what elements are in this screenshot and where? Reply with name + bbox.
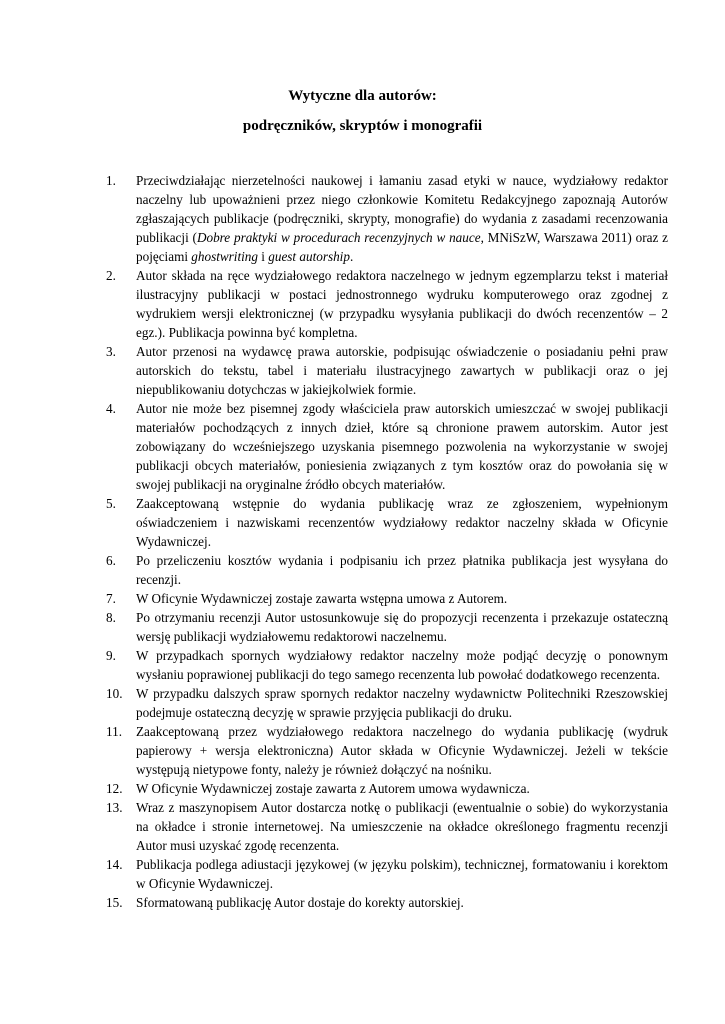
guidelines-list <box>106 171 668 912</box>
item-text: Autor przenosi na wydawcę prawa autorskie, podpisując oświadczenie o posiadaniu pełni praw autorskich do tekstu, tabel i materiału ilustracyjnego zawartych w publikacji oraz o jej niepublikowaniu dotychczas w jakiejkolwiek formie. <box>136 344 668 397</box>
item-number: 12. <box>106 781 123 796</box>
item-text: Sformatowaną publikację Autor dostaje do korekty autorskiej. <box>136 895 464 910</box>
list-item <box>106 171 668 266</box>
list-item <box>106 684 668 722</box>
item-number: 1. <box>106 173 116 188</box>
item-number: 9. <box>106 648 116 663</box>
item-number: 5. <box>106 496 116 511</box>
item-number: 3. <box>106 344 116 359</box>
list-item <box>106 798 668 855</box>
item-number: 13. <box>106 800 123 815</box>
item-text: W Oficynie Wydawniczej zostaje zawarta wstępna umowa z Autorem. <box>136 591 508 606</box>
list-item <box>106 855 668 893</box>
item-text: Wraz z maszynopisem Autor dostarcza notkę o publikacji (ewentualnie o sobie) do wykorzystania na okładce i stronie internetowej. Na umieszczenie na okładce określonego fragmentu recenzji Autor musi uzyskać zgodę recenzenta. <box>136 800 668 853</box>
list-item <box>106 779 668 798</box>
list-item <box>106 893 668 912</box>
item-text: Zaakceptowaną wstępnie do wydania publikację wraz ze zgłoszeniem, wypełnionym oświadczeniem i nazwiskami recenzentów wydziałowy redaktor naczelny składa w Oficynie Wydawniczej. <box>136 496 668 549</box>
list-item <box>106 589 668 608</box>
item-number: 2. <box>106 268 116 283</box>
item-text: W przypadkach spornych wydziałowy redaktor naczelny może podjąć decyzję o ponownym wysłaniu poprawionej publikacji do tego samego recenzenta lub powołać dodatkowego recenzenta. <box>136 648 668 682</box>
document-title: Wytyczne dla autorów: <box>288 88 437 104</box>
item-text: Publikacja podlega adiustacji językowej (w języku polskim), technicznej, formatowaniu i korektom w Oficynie Wydawniczej. <box>136 857 668 891</box>
item-text: Po otrzymaniu recenzji Autor ustosunkowuje się do propozycji recenzenta i przekazuje ostateczną wersję publikacji wydziałowemu redaktorowi naczelnemu. <box>136 610 668 644</box>
item-text: W przypadku dalszych spraw spornych redaktor naczelny wydawnictw Politechniki Rzeszowskiej podejmuje ostateczną decyzję w sprawie przyjęcia publikacji do druku. <box>136 686 668 720</box>
list-item <box>106 342 668 399</box>
item-number: 10. <box>106 686 123 701</box>
item-text: Przeciwdziałając nierzetelności naukowej i łamaniu zasad etyki w nauce, wydziałowy redaktor naczelny lub upoważnieni przez niego członkowie Komitetu Redakcyjnego zapoznają Autorów zgłaszających publikacje (podręczniki, skrypty, monografie) do wydania z zasadami recenzowania publikacji (Dobre praktyki w procedurach recenzyjnych w nauce, MNiSzW, Warszawa 2011) oraz z pojęciami ghostwriting i guest autorship. <box>136 173 668 264</box>
item-number: 8. <box>106 610 116 625</box>
list-item <box>106 722 668 779</box>
list-item <box>106 399 668 494</box>
item-text: Autor składa na ręce wydziałowego redaktora naczelnego w jednym egzemplarzu tekst i materiał ilustracyjny publikacji w postaci jednostronnego wydruku komputerowego oraz zgodnej z wydrukiem wersji elektronicznej (w przypadku wysyłania publikacji do dwóch recenzentów – 2 egz.). Publikacja powinna być kompletna. <box>136 268 668 340</box>
item-text: W Oficynie Wydawniczej zostaje zawarta z Autorem umowa wydawnicza. <box>136 781 530 796</box>
item-number: 7. <box>106 591 116 606</box>
item-text: Zaakceptowaną przez wydziałowego redaktora naczelnego do wydania publikację (wydruk papierowy + wersja elektroniczna) Autor składa w Oficynie Wydawniczej. Jeżeli w tekście występują nietypowe fonty, należy je również dołączyć na nośniku. <box>136 724 668 777</box>
item-text: Po przeliczeniu kosztów wydania i podpisaniu ich przez płatnika publikacja jest wysyłana do recenzji. <box>136 553 668 587</box>
list-item <box>106 266 668 342</box>
list-item <box>106 646 668 684</box>
item-text: Autor nie może bez pisemnej zgody właściciela praw autorskich umieszczać w swojej publikacji materiałów pochodzących z innych dzieł, które są chronione prawem autorskim. Autor jest zobowiązany do wcześniejszego uzyskania pisemnego pozwolenia na wykorzystanie w swojej publikacji obcych materiałów, poniesienia związanych z tym kosztów oraz do powołania się w swojej publikacji na oryginalne źródło obcych materiałów. <box>136 401 668 492</box>
list-item <box>106 494 668 551</box>
item-number: 6. <box>106 553 116 568</box>
item-number: 14. <box>106 857 123 872</box>
list-item <box>106 608 668 646</box>
item-number: 15. <box>106 895 123 910</box>
item-number: 4. <box>106 401 116 416</box>
item-number: 11. <box>106 724 122 739</box>
list-item <box>106 551 668 589</box>
document-subtitle: podręczników, skryptów i monografii <box>242 118 483 134</box>
